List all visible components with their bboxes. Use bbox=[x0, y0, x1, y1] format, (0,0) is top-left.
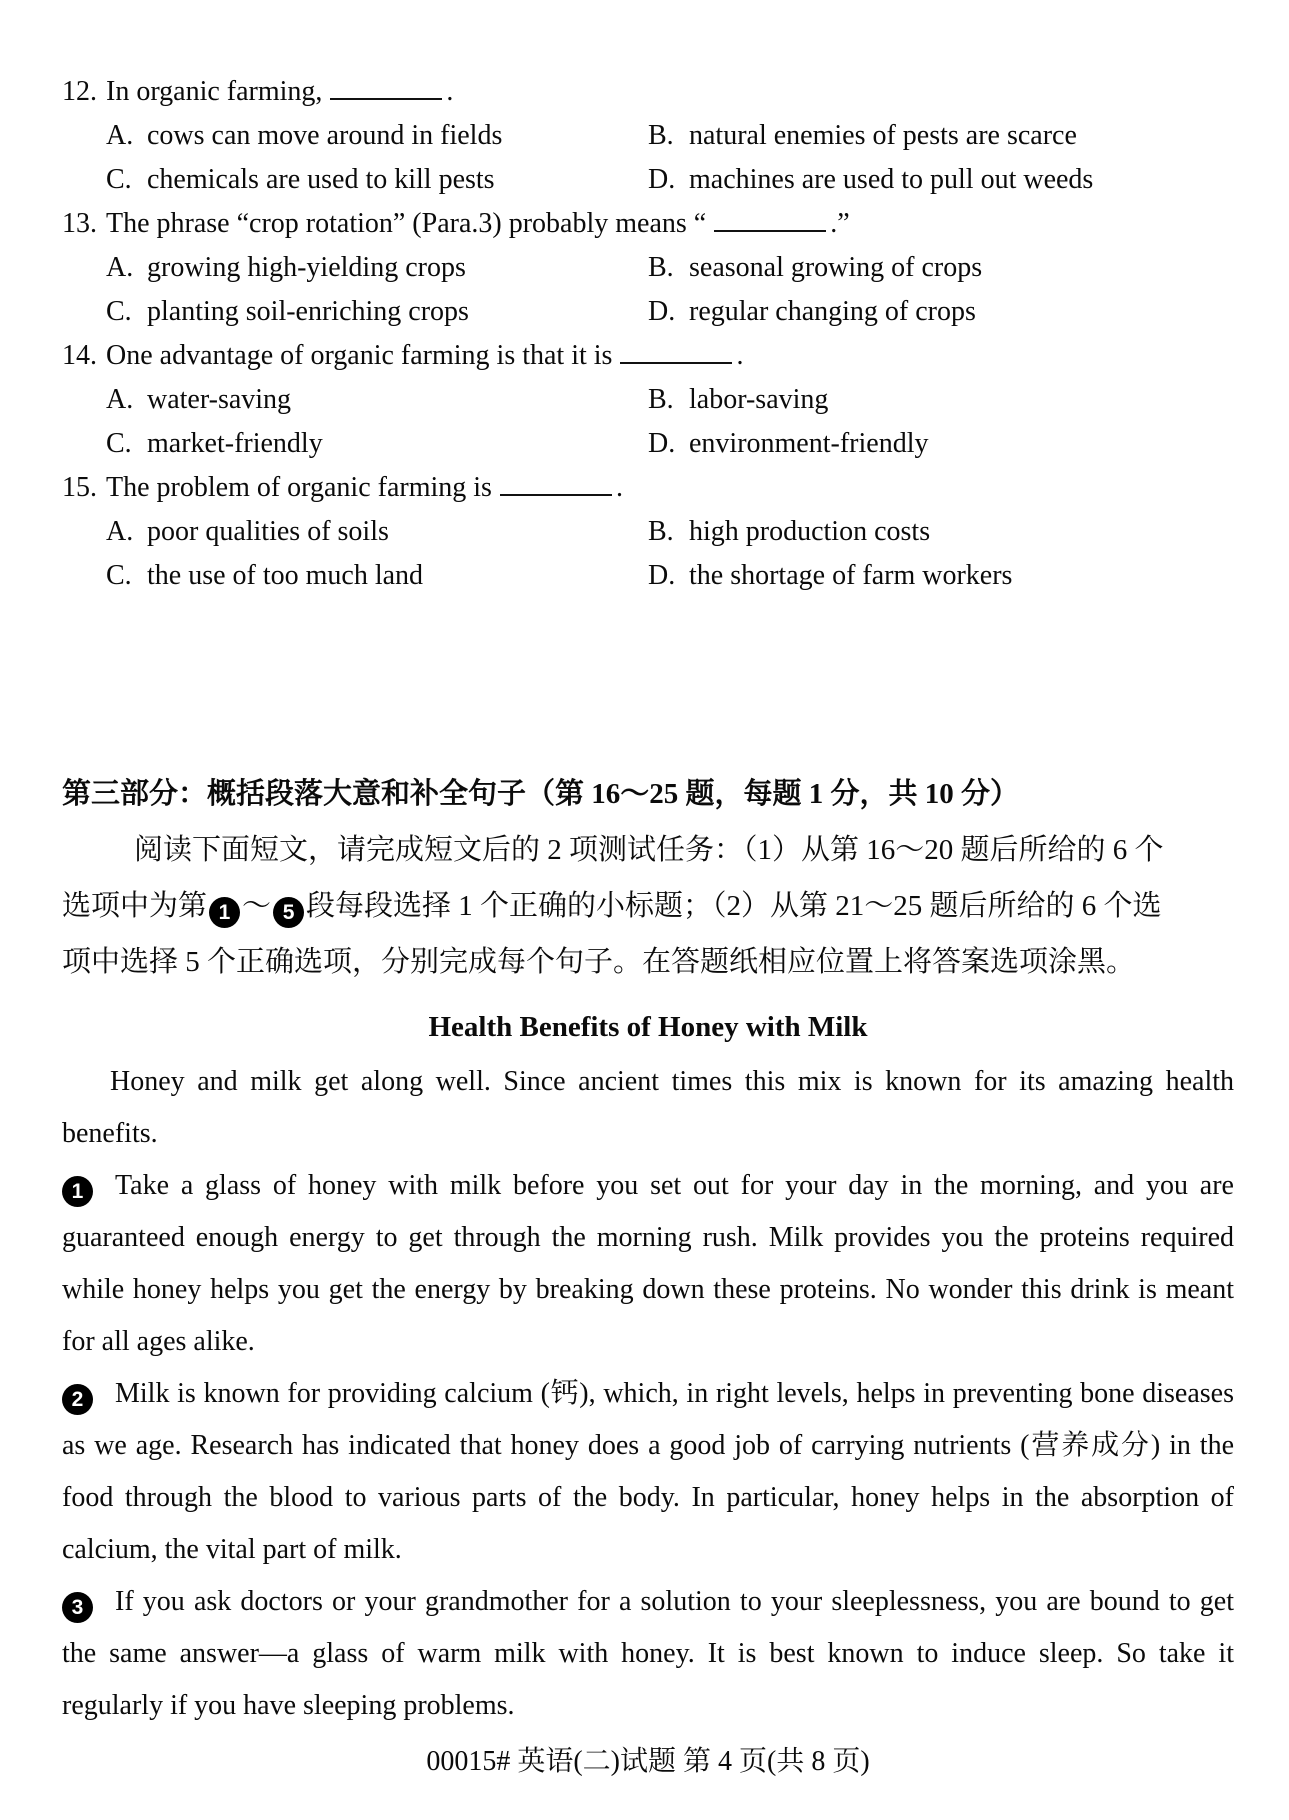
option-label: B. bbox=[648, 516, 674, 547]
question-13-stem bbox=[62, 202, 1234, 246]
option-label: C. bbox=[106, 296, 132, 327]
question-14 bbox=[62, 334, 1234, 466]
instruction-line-1: 阅读下面短文，请完成短文后的 2 项测试任务：（1）从第 16～20 题后所给的 6 个 bbox=[134, 834, 1164, 866]
question-13 bbox=[62, 202, 1234, 334]
passage-paragraph-2 bbox=[62, 1368, 1234, 1576]
passage-intro: Honey and milk get along well. Since ancient times this mix is known for its amazing health benefits. bbox=[62, 1066, 1234, 1149]
option-label: C. bbox=[106, 164, 132, 195]
question-number: 14. bbox=[62, 340, 97, 371]
option-text: machines are used to pull out weeds bbox=[689, 164, 1094, 195]
question-14-options bbox=[106, 378, 1234, 466]
option-c bbox=[106, 158, 648, 202]
option-b bbox=[648, 510, 1234, 554]
instruction-text: 选项中为第 bbox=[62, 890, 208, 922]
question-15-options bbox=[106, 510, 1234, 598]
answer-blank bbox=[330, 78, 442, 100]
option-text: the use of too much land bbox=[147, 560, 424, 591]
option-text: water-saving bbox=[147, 384, 292, 415]
circled-1-icon: 1 bbox=[62, 1176, 93, 1207]
question-number: 13. bbox=[62, 208, 97, 239]
passage-paragraph-1 bbox=[62, 1160, 1234, 1368]
instruction-text: 段每段选择 1 个正确的小标题；（2）从第 21～25 题后所给的 6 个选 bbox=[306, 890, 1162, 922]
tilde-separator: ～ bbox=[242, 890, 272, 922]
option-a bbox=[106, 378, 648, 422]
question-15 bbox=[62, 466, 1234, 598]
instruction-line-3: 项中选择 5 个正确选项，分别完成每个句子。在答题纸相应位置上将答案选项涂黑。 bbox=[62, 946, 1136, 978]
reading-passage bbox=[62, 1004, 1234, 1732]
option-label: A. bbox=[106, 384, 134, 415]
option-d bbox=[648, 422, 1234, 466]
question-12 bbox=[62, 70, 1234, 202]
question-14-stem bbox=[62, 334, 1234, 378]
question-stem-tail: . bbox=[615, 472, 623, 503]
option-text: market-friendly bbox=[147, 428, 323, 459]
option-text: planting soil-enriching crops bbox=[147, 296, 469, 327]
paragraph-text: Take a glass of honey with milk before you set out for your day in the morning, and you are guaranteed enough energy to get through the morning rush. Milk provides you the proteins required while honey helps you get the energy by breaking down these proteins. No wonder this drink is meant for all ages alike. bbox=[62, 1170, 1234, 1357]
option-text: labor-saving bbox=[689, 384, 829, 415]
part3-instructions-section bbox=[62, 766, 1234, 990]
option-text: seasonal growing of crops bbox=[689, 252, 983, 283]
question-stem-tail: . bbox=[446, 76, 454, 107]
option-label: C. bbox=[106, 560, 132, 591]
option-label: D. bbox=[648, 428, 676, 459]
part3-heading: 第三部分：概括段落大意和补全句子（第 16～25 题，每题 1 分，共 10 分） bbox=[62, 778, 1020, 810]
question-12-options bbox=[106, 114, 1234, 202]
question-13-options bbox=[106, 246, 1234, 334]
question-stem-tail: . bbox=[736, 340, 744, 371]
option-label: D. bbox=[648, 164, 676, 195]
option-label: B. bbox=[648, 384, 674, 415]
option-d bbox=[648, 158, 1234, 202]
paragraph-text: If you ask doctors or your grandmother for a solution to your sleeplessness, you are bound to get the same answer—a glass of warm milk with honey. It is best known to induce sleep. So take it regularly if you have sleeping problems. bbox=[62, 1586, 1234, 1721]
option-c bbox=[106, 290, 648, 334]
option-text: cows can move around in fields bbox=[147, 120, 503, 151]
answer-blank bbox=[714, 210, 826, 232]
option-text: chemicals are used to kill pests bbox=[147, 164, 495, 195]
option-text: high production costs bbox=[689, 516, 931, 547]
option-label: B. bbox=[648, 252, 674, 283]
option-text: regular changing of crops bbox=[689, 296, 976, 327]
question-stem-text: The phrase “crop rotation” (Para.3) probably means “ bbox=[106, 208, 707, 239]
paragraph-text: Milk is known for providing calcium (钙), which, in right levels, helps in preventing bone diseases as we age. Research has indicated that honey does a good job of carrying nutrients (营养成分) in the food through the blood to various parts of the body. In particular, honey helps in the absorption of calcium, the vital part of milk. bbox=[62, 1378, 1234, 1565]
option-label: D. bbox=[648, 560, 676, 591]
page-footer: 00015# 英语(二)试题 第 4 页(共 8 页) bbox=[426, 1746, 870, 1777]
option-text: environment-friendly bbox=[689, 428, 929, 459]
option-c bbox=[106, 554, 648, 598]
option-a bbox=[106, 510, 648, 554]
option-text: natural enemies of pests are scarce bbox=[689, 120, 1077, 151]
circled-5-icon: 5 bbox=[273, 897, 304, 928]
option-d bbox=[648, 554, 1234, 598]
answer-blank bbox=[620, 342, 732, 364]
option-b bbox=[648, 246, 1234, 290]
option-label: A. bbox=[106, 120, 134, 151]
question-number: 15. bbox=[62, 472, 97, 503]
question-number: 12. bbox=[62, 76, 97, 107]
question-stem-text: In organic farming, bbox=[106, 76, 323, 107]
option-text: the shortage of farm workers bbox=[689, 560, 1013, 591]
question-stem-tail: .” bbox=[830, 208, 850, 239]
option-a bbox=[106, 114, 648, 158]
option-b bbox=[648, 114, 1234, 158]
option-label: C. bbox=[106, 428, 132, 459]
question-12-stem bbox=[62, 70, 1234, 114]
instruction-line-2 bbox=[62, 878, 1234, 934]
option-b bbox=[648, 378, 1234, 422]
option-text: growing high-yielding crops bbox=[147, 252, 466, 283]
passage-title: Health Benefits of Honey with Milk bbox=[428, 1011, 868, 1043]
passage-paragraph-3 bbox=[62, 1576, 1234, 1732]
option-label: D. bbox=[648, 296, 676, 327]
option-c bbox=[106, 422, 648, 466]
question-stem-text: One advantage of organic farming is that it is bbox=[106, 340, 613, 371]
circled-2-icon: 2 bbox=[62, 1384, 93, 1415]
option-label: A. bbox=[106, 516, 134, 547]
circled-3-icon: 3 bbox=[62, 1592, 93, 1623]
option-text: poor qualities of soils bbox=[147, 516, 389, 547]
multiple-choice-section bbox=[62, 70, 1234, 598]
option-d bbox=[648, 290, 1234, 334]
question-stem-text: The problem of organic farming is bbox=[106, 472, 492, 503]
circled-1-icon: 1 bbox=[209, 897, 240, 928]
option-a bbox=[106, 246, 648, 290]
option-label: B. bbox=[648, 120, 674, 151]
question-15-stem bbox=[62, 466, 1234, 510]
option-label: A. bbox=[106, 252, 134, 283]
answer-blank bbox=[500, 474, 612, 496]
